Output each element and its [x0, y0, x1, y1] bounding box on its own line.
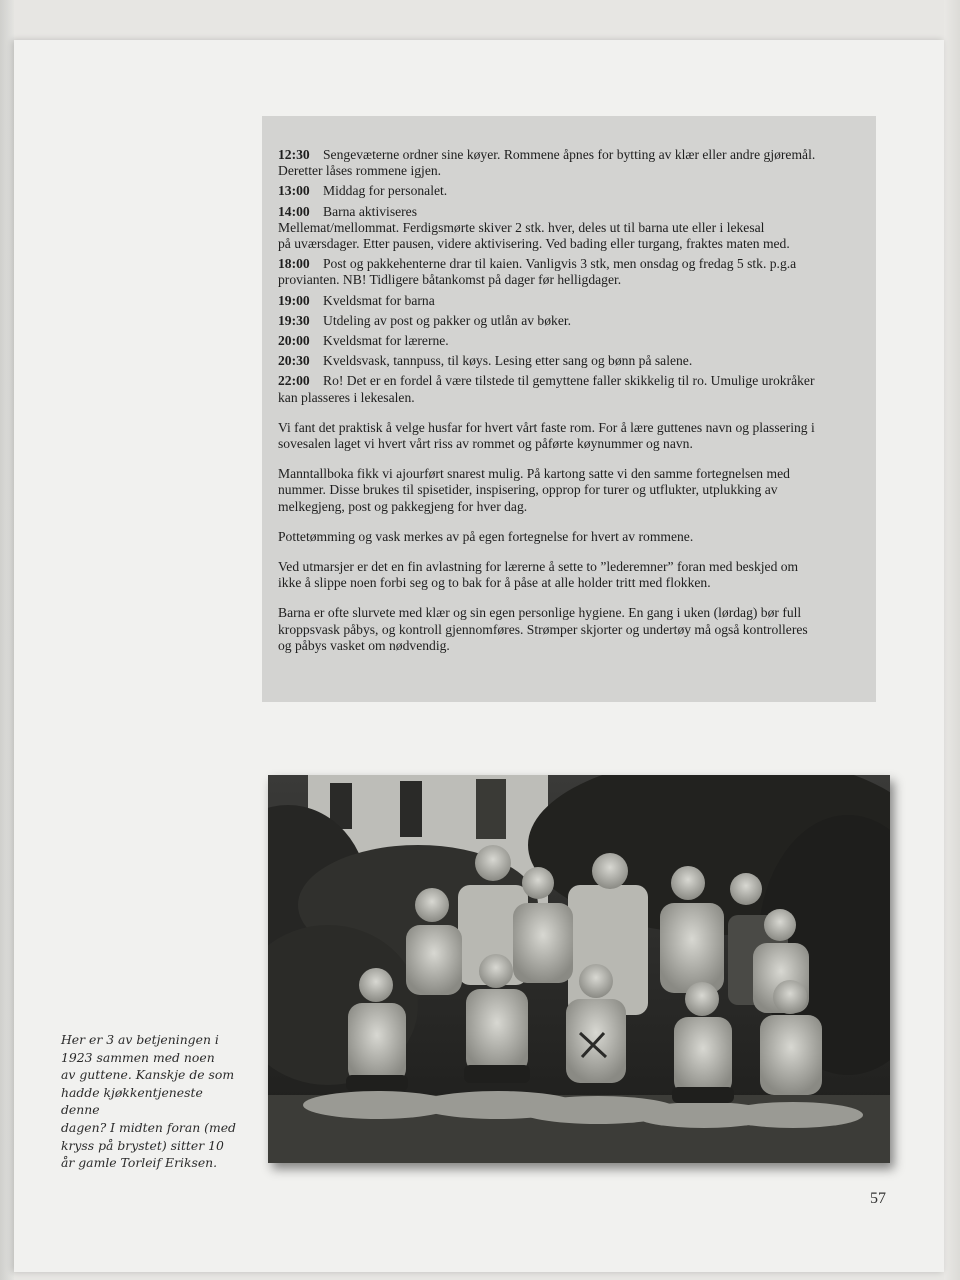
- book-spine-edge: [0, 0, 14, 1280]
- body-paragraph: [278, 420, 860, 452]
- paragraph-line: Vi fant det praktisk å velge husfar for hvert vårt faste rom. For å lære guttenes navn og plassering i: [278, 419, 815, 435]
- schedule-time: 12:30: [278, 147, 310, 162]
- schedule-list: [278, 147, 860, 406]
- schedule-time: 19:00: [278, 292, 310, 308]
- schedule-text-line: Sengevæterne ordner sine køyer. Rommene åpnes for bytting av klær eller andre gjøremål.: [323, 147, 816, 162]
- body-paragraph: [278, 466, 860, 515]
- schedule-text-line: Post og pakkehenterne drar til kaien. Vanligvis 3 stk, men onsdag og fredag 5 stk. p.g.a: [323, 256, 797, 272]
- schedule-box: [262, 116, 876, 702]
- book-page: [14, 40, 944, 1272]
- schedule-entry: [278, 293, 860, 309]
- page-number: 57: [870, 1190, 886, 1207]
- schedule-time: 13:00: [278, 183, 310, 199]
- schedule-text-line: Kveldsvask, tannpuss, til køys. Lesing etter sang og bønn på salene.: [323, 353, 693, 369]
- paragraph-line: Manntallboka fikk vi ajourført snarest mulig. På kartong satte vi den samme fortegnelsen med: [278, 466, 790, 482]
- schedule-text-line: provianten. NB! Tidligere båtankomst på dager før helligdager.: [278, 272, 622, 288]
- schedule-text-line: Deretter låses rommene igjen.: [278, 163, 442, 179]
- schedule-entry: [278, 256, 860, 288]
- schedule-entry: [278, 353, 860, 369]
- schedule-text-line: kan plasseres i lekesalen.: [278, 389, 415, 405]
- schedule-text-line: Mellemat/mellommat. Ferdigsmørte skiver 2 stk. hver, deles ut til barna ute eller i lekesal: [278, 219, 765, 235]
- schedule-text-line: Kveldsmat for barna: [323, 292, 435, 308]
- paragraph-line: nummer. Disse brukes til spisetider, inspisering, opprop for turer og utflukter, utplukking av: [278, 482, 778, 498]
- paragraph-line: ikke å slippe noen forbi seg og to bak for å påse at alle holder tritt med flokken.: [278, 575, 711, 591]
- historical-group-photo: [268, 775, 890, 1163]
- schedule-text-line: Middag for personalet.: [323, 183, 448, 199]
- caption-line: av guttene. Kanskje de som: [61, 1067, 235, 1083]
- schedule-time: 20:00: [278, 333, 310, 349]
- schedule-time: 22:00: [278, 373, 310, 389]
- caption-line: kryss på brystet) sitter 10: [61, 1137, 224, 1153]
- schedule-text-line: Kveldsmat for lærerne.: [323, 333, 449, 349]
- caption-line: hadde kjøkkentjeneste denne: [61, 1084, 203, 1118]
- paragraph-line: kroppsvask påbys, og kontroll gjennomføres. Strømper skjorter og undertøy må også kontrolleres: [278, 621, 808, 637]
- schedule-entry: [278, 147, 860, 179]
- schedule-entry: [278, 313, 860, 329]
- schedule-entry: [278, 204, 860, 253]
- body-paragraph: [278, 605, 860, 654]
- paragraph-line: Pottetømming og vask merkes av på egen fortegnelse for hvert av rommene.: [278, 528, 694, 544]
- schedule-entry: [278, 333, 860, 349]
- schedule-text-line: Ro! Det er en fordel å være tilstede til gemyttene faller skikkelig til ro. Umulige urokråker: [323, 373, 815, 389]
- paragraph-line: sovesalen laget vi hvert vårt riss av rommet og påførte køynummer og navn.: [278, 436, 693, 452]
- caption-line: 1923 sammen med noen: [61, 1049, 215, 1065]
- paragraph-line: Ved utmarsjer er det en fin avlastning for lærerne å sette to ”lederemner” foran med beskjed om: [278, 559, 799, 575]
- paragraph-line: melkegjeng, post og pakkegjeng for hver dag.: [278, 498, 528, 514]
- schedule-text-line: på uværsdager. Etter pausen, videre aktivisering. Ved bading eller turgang, fraktes maten med.: [278, 236, 790, 252]
- page-edge: [944, 0, 960, 1280]
- schedule-entry: [278, 183, 860, 199]
- paragraphs: [278, 420, 860, 654]
- paragraph-line: og påbys vasket om nødvendig.: [278, 637, 450, 653]
- schedule-time: 20:30: [278, 353, 310, 369]
- body-paragraph: [278, 529, 860, 545]
- caption-line: dagen? I midten foran (med: [61, 1119, 236, 1135]
- caption-line: Her er 3 av betjeningen i: [61, 1032, 219, 1047]
- schedule-text-line: Barna aktiviseres: [323, 203, 417, 219]
- schedule-time: 18:00: [278, 256, 310, 272]
- schedule-time: 19:30: [278, 312, 310, 328]
- photo-caption: [61, 1031, 241, 1172]
- photo-illustration: [268, 775, 890, 1163]
- paragraph-line: Barna er ofte slurvete med klær og sin egen personlige hygiene. En gang i uken (lørdag) bør full: [278, 605, 802, 621]
- schedule-text-line: Utdeling av post og pakker og utlån av bøker.: [323, 312, 572, 328]
- schedule-entry: [278, 373, 860, 405]
- body-paragraph: [278, 559, 860, 591]
- caption-line: år gamle Torleif Eriksen.: [61, 1155, 218, 1171]
- schedule-time: 14:00: [278, 203, 310, 219]
